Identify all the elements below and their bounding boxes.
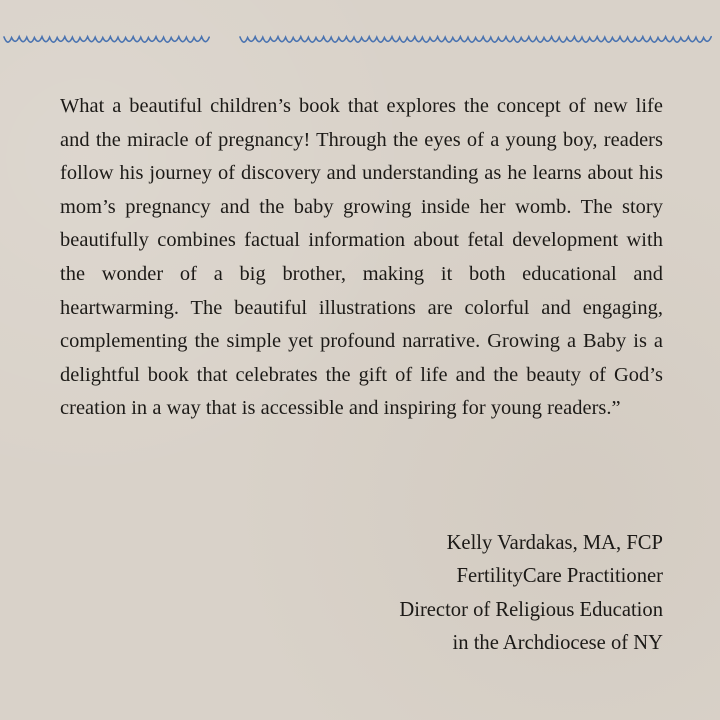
wavy-border-right-icon <box>236 26 720 50</box>
author-organization: in the Archdiocese of NY <box>452 632 663 655</box>
review-quote: What a beautiful children’s book that explores the concept of new life and the miracle of pregnancy! Through the eyes of a young boy, readers follow his journey of discovery and understanding as he learns about his mom’s pregnancy and the baby growing inside her womb. The story beautifully combines factual information about fetal development with the wonder of a big brother, making it both educational and heartwarming. The beautiful illustrations are colorful and engaging, complementing the simple yet profound narrative. Growing a Baby is a delightful book that celebrates the gift of life and the beauty of God’s creation in a way that is accessible and inspiring for young readers.” <box>60 95 663 420</box>
author-title: FertilityCare Practitioner <box>456 565 663 588</box>
wavy-border-left-icon <box>0 26 216 50</box>
attribution-block <box>399 527 663 661</box>
author-role: Director of Religious Education <box>399 598 663 621</box>
author-name: Kelly Vardakas, MA, FCP <box>446 532 663 554</box>
